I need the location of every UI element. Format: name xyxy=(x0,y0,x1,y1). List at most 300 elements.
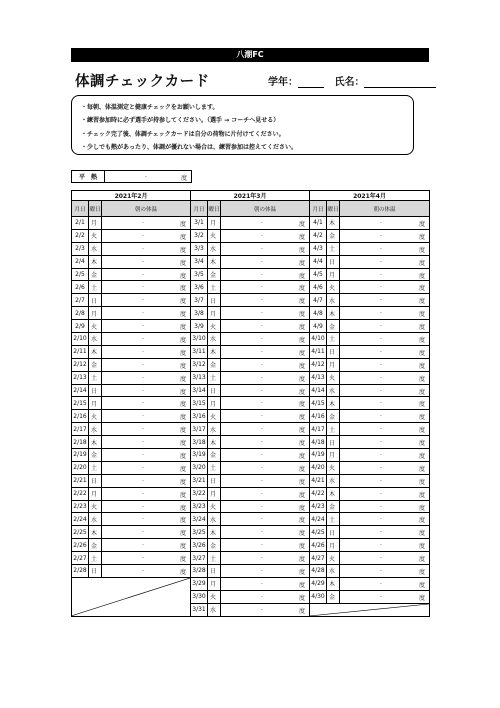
grade-label: 学年： xyxy=(268,77,298,88)
temp-unit: 度 xyxy=(419,272,426,280)
temp-dot: . xyxy=(142,566,144,574)
temp-field[interactable] xyxy=(221,423,310,436)
date-cell: 3/30 xyxy=(191,590,208,603)
temp-field[interactable] xyxy=(102,436,191,449)
date-cell: 2/15 xyxy=(72,397,89,410)
weekday-cell: 日 xyxy=(89,384,102,397)
temp-field[interactable] xyxy=(340,461,430,474)
temp-unit: 度 xyxy=(299,233,306,241)
temp-field[interactable] xyxy=(340,294,430,307)
temp-dot: . xyxy=(261,424,263,432)
weekday-cell: 水 xyxy=(327,294,340,307)
temp-unit: 度 xyxy=(419,246,426,254)
temp-field[interactable] xyxy=(340,474,430,487)
table-row xyxy=(191,307,310,320)
weekday-cell: 火 xyxy=(208,410,221,423)
temp-unit: 度 xyxy=(419,427,426,435)
temp-unit: 度 xyxy=(299,569,306,577)
temp-dot: . xyxy=(261,462,263,470)
temp-field[interactable] xyxy=(340,320,430,333)
date-cell: 3/2 xyxy=(191,229,208,242)
weekday-cell: 水 xyxy=(89,423,102,436)
weekday-cell: 土 xyxy=(208,371,221,384)
temp-unit: 度 xyxy=(299,221,306,228)
note-line: ・少しでも熱があったり、体調が優れない場合は、練習参加は控えてください。 xyxy=(81,144,297,152)
temp-unit: 度 xyxy=(299,414,306,422)
date-cell: 2/24 xyxy=(72,513,89,526)
temp-field[interactable] xyxy=(340,333,430,346)
temp-unit: 度 xyxy=(419,594,426,602)
date-cell: 2/20 xyxy=(72,461,89,474)
temp-field[interactable] xyxy=(221,281,310,294)
table-row xyxy=(191,217,310,230)
weekday-cell: 金 xyxy=(327,590,340,603)
weekday-cell: 月 xyxy=(89,217,102,230)
temp-dot: . xyxy=(380,346,382,354)
temp-field[interactable] xyxy=(102,320,191,333)
table-row xyxy=(72,345,191,358)
table-row xyxy=(191,552,310,565)
month-table xyxy=(71,190,191,617)
date-cell: 3/28 xyxy=(191,565,208,578)
temp-field[interactable] xyxy=(102,358,191,371)
temp-dot: . xyxy=(261,514,263,522)
temp-field[interactable] xyxy=(340,487,430,500)
temp-field[interactable] xyxy=(102,423,191,436)
temp-field[interactable] xyxy=(221,449,310,462)
temp-unit: 度 xyxy=(299,401,306,409)
date-cell: 2/13 xyxy=(72,371,89,384)
temp-unit: 度 xyxy=(299,246,306,254)
date-cell: 2/3 xyxy=(72,242,89,255)
table-row xyxy=(72,294,191,307)
temp-field[interactable] xyxy=(340,268,430,281)
weekday-cell: 土 xyxy=(208,281,221,294)
temp-field[interactable] xyxy=(221,242,310,255)
temp-field[interactable] xyxy=(221,410,310,423)
temp-dot: . xyxy=(261,282,263,290)
temp-dot: . xyxy=(380,488,382,496)
weekday-cell: 火 xyxy=(327,461,340,474)
temp-field[interactable] xyxy=(221,500,310,513)
date-header: 月日 xyxy=(191,201,208,217)
table-row xyxy=(310,590,430,603)
date-cell: 3/9 xyxy=(191,320,208,333)
temp-field[interactable] xyxy=(102,513,191,526)
temp-unit: 度 xyxy=(299,465,306,473)
temp-dot: . xyxy=(380,411,382,419)
temp-field[interactable] xyxy=(340,423,430,436)
date-cell: 3/27 xyxy=(191,552,208,565)
temp-dot: . xyxy=(380,566,382,574)
temp-field[interactable] xyxy=(221,474,310,487)
table-row xyxy=(72,217,191,230)
table-row xyxy=(310,410,430,423)
date-cell: 4/12 xyxy=(310,358,327,371)
weekday-cell: 水 xyxy=(208,513,221,526)
temp-field[interactable] xyxy=(221,358,310,371)
temp-dot: . xyxy=(142,295,144,303)
temp-field[interactable] xyxy=(340,281,430,294)
unused-cell xyxy=(310,603,430,616)
temp-field[interactable] xyxy=(221,436,310,449)
temp-field[interactable] xyxy=(102,281,191,294)
date-cell: 3/21 xyxy=(191,474,208,487)
weekday-cell: 月 xyxy=(327,449,340,462)
average-temp-label: 平 熱 xyxy=(72,171,105,183)
unused-cell xyxy=(72,577,191,616)
temp-field[interactable] xyxy=(221,294,310,307)
temp-field[interactable] xyxy=(102,397,191,410)
date-cell: 3/26 xyxy=(191,539,208,552)
temp-field[interactable] xyxy=(102,371,191,384)
temp-field[interactable] xyxy=(221,345,310,358)
temp-dot: . xyxy=(142,411,144,419)
temp-field[interactable] xyxy=(340,217,430,230)
temp-unit: 度 xyxy=(180,491,187,499)
table-row xyxy=(191,345,310,358)
table-row xyxy=(72,268,191,281)
table-row xyxy=(310,371,430,384)
temp-field[interactable] xyxy=(221,333,310,346)
temp-dot: . xyxy=(261,398,263,406)
note-line: ・練習参加時に必ず選手が持参してください。（選手 → コーチへ見せる） xyxy=(81,117,280,125)
temp-field[interactable] xyxy=(221,397,310,410)
date-cell: 2/8 xyxy=(72,307,89,320)
temp-field[interactable] xyxy=(221,217,310,230)
table-row xyxy=(191,461,310,474)
temp-field[interactable] xyxy=(340,410,430,423)
weekday-cell: 日 xyxy=(89,565,102,578)
table-row xyxy=(191,333,310,346)
temp-field[interactable] xyxy=(102,449,191,462)
table-row xyxy=(191,268,310,281)
date-cell: 4/6 xyxy=(310,281,327,294)
weekday-header: 曜日 xyxy=(208,201,221,217)
temp-unit: 度 xyxy=(299,504,306,512)
weekday-cell: 土 xyxy=(327,242,340,255)
weekday-cell: 土 xyxy=(327,423,340,436)
temp-dot: . xyxy=(142,334,144,342)
date-cell: 3/17 xyxy=(191,423,208,436)
name-label: 氏名： xyxy=(334,77,365,88)
table-row xyxy=(310,384,430,397)
temp-dot: . xyxy=(261,591,263,599)
temp-dot: . xyxy=(380,437,382,445)
temp-field[interactable] xyxy=(102,384,191,397)
weekday-cell: 金 xyxy=(208,449,221,462)
temp-unit: 度 xyxy=(180,427,187,435)
weekday-header: 曜日 xyxy=(89,201,102,217)
weekday-cell: 火 xyxy=(89,410,102,423)
temp-field[interactable] xyxy=(102,474,191,487)
temp-dot: . xyxy=(261,437,263,445)
temp-field[interactable] xyxy=(340,436,430,449)
grade-field[interactable] xyxy=(298,78,324,88)
temp-unit: 度 xyxy=(299,337,306,345)
temp-field[interactable] xyxy=(102,526,191,539)
temp-dot: . xyxy=(380,230,382,238)
table-row xyxy=(191,358,310,371)
temp-unit: 度 xyxy=(419,491,426,499)
table-row xyxy=(191,423,310,436)
temp-field[interactable] xyxy=(221,487,310,500)
temp-unit: 度 xyxy=(419,453,426,461)
temp-field[interactable] xyxy=(340,565,430,578)
temp-header: 朝の体温 xyxy=(340,201,430,217)
date-cell: 3/1 xyxy=(191,217,208,230)
temp-unit: 度 xyxy=(419,311,426,319)
table-row xyxy=(310,242,430,255)
temp-unit: 度 xyxy=(180,375,187,383)
temp-dot: . xyxy=(142,218,144,225)
temp-field[interactable] xyxy=(102,255,191,268)
temp-field[interactable] xyxy=(221,513,310,526)
temp-field[interactable] xyxy=(102,333,191,346)
temp-unit: 度 xyxy=(299,311,306,319)
temp-field[interactable] xyxy=(340,513,430,526)
temp-dot: . xyxy=(380,527,382,535)
temp-unit: 度 xyxy=(299,440,306,448)
temp-unit: 度 xyxy=(299,388,306,396)
weekday-cell: 木 xyxy=(327,487,340,500)
temp-unit: 度 xyxy=(419,517,426,525)
table-row xyxy=(310,539,430,552)
temp-field[interactable] xyxy=(340,577,430,590)
temp-unit: 度 xyxy=(299,491,306,499)
temp-field[interactable] xyxy=(102,268,191,281)
temp-field[interactable] xyxy=(102,345,191,358)
table-row xyxy=(72,255,191,268)
weekday-cell: 火 xyxy=(89,320,102,333)
unused-strike xyxy=(72,578,190,616)
temp-field[interactable] xyxy=(221,384,310,397)
temp-dot: . xyxy=(261,527,263,535)
temp-field[interactable] xyxy=(340,449,430,462)
date-cell: 4/13 xyxy=(310,371,327,384)
date-cell: 4/1 xyxy=(310,217,327,230)
temp-unit: 度 xyxy=(299,581,306,589)
temp-dot: . xyxy=(142,346,144,354)
table-row xyxy=(191,229,310,242)
temp-field[interactable] xyxy=(102,217,191,230)
temp-field[interactable] xyxy=(221,565,310,578)
temp-field[interactable] xyxy=(340,552,430,565)
temp-unit: 度 xyxy=(180,388,187,396)
temp-unit: 度 xyxy=(299,272,306,280)
temp-dot: . xyxy=(142,385,144,393)
date-cell: 4/14 xyxy=(310,384,327,397)
temp-field[interactable] xyxy=(221,255,310,268)
weekday-cell: 火 xyxy=(208,590,221,603)
weekday-cell: 月 xyxy=(89,307,102,320)
temp-field[interactable] xyxy=(340,242,430,255)
temp-dot: . xyxy=(142,321,144,329)
temp-field[interactable] xyxy=(340,371,430,384)
table-row xyxy=(72,242,191,255)
temp-field[interactable] xyxy=(340,526,430,539)
month-table xyxy=(190,190,310,617)
date-cell: 4/29 xyxy=(310,577,327,590)
temp-dot: . xyxy=(142,282,144,290)
table-row xyxy=(72,500,191,513)
date-cell: 2/17 xyxy=(72,423,89,436)
temp-field[interactable] xyxy=(102,552,191,565)
temp-field[interactable] xyxy=(340,500,430,513)
weekday-cell: 日 xyxy=(208,474,221,487)
date-cell: 3/22 xyxy=(191,487,208,500)
temp-field[interactable] xyxy=(221,590,310,603)
date-cell: 3/7 xyxy=(191,294,208,307)
table-row xyxy=(310,229,430,242)
date-cell: 2/27 xyxy=(72,552,89,565)
temp-field[interactable] xyxy=(340,397,430,410)
temp-unit: 度 xyxy=(419,465,426,473)
temp-field[interactable] xyxy=(221,577,310,590)
weekday-cell: 木 xyxy=(327,397,340,410)
weekday-cell: 月 xyxy=(89,397,102,410)
date-cell: 2/9 xyxy=(72,320,89,333)
date-cell: 4/17 xyxy=(310,423,327,436)
weekday-cell: 木 xyxy=(208,255,221,268)
temp-field[interactable] xyxy=(102,242,191,255)
temp-field[interactable] xyxy=(102,565,191,578)
weekday-cell: 土 xyxy=(327,513,340,526)
weekday-cell: 月 xyxy=(208,577,221,590)
temp-dot: . xyxy=(261,566,263,574)
temp-field[interactable] xyxy=(221,526,310,539)
weekday-cell: 月 xyxy=(208,487,221,500)
temp-unit: 度 xyxy=(180,233,187,241)
temp-field[interactable] xyxy=(102,294,191,307)
temp-header: 朝の体温 xyxy=(221,201,310,217)
date-cell: 4/10 xyxy=(310,333,327,346)
temp-field[interactable] xyxy=(102,229,191,242)
temp-field[interactable] xyxy=(102,487,191,500)
table-row xyxy=(191,397,310,410)
note-line: ・チェック完了後、体調チェックカードは自分の荷物に片付けてください。 xyxy=(81,130,285,138)
weekday-cell: 日 xyxy=(208,294,221,307)
date-cell: 3/8 xyxy=(191,307,208,320)
temp-field[interactable] xyxy=(221,461,310,474)
temp-field[interactable] xyxy=(102,500,191,513)
temp-dot: . xyxy=(380,243,382,251)
instructions-box xyxy=(71,95,414,155)
weekday-header: 曜日 xyxy=(327,201,340,217)
temp-field[interactable] xyxy=(102,539,191,552)
temp-field[interactable] xyxy=(340,229,430,242)
temp-field[interactable] xyxy=(340,345,430,358)
temp-dot: . xyxy=(142,514,144,522)
average-temp-field[interactable] xyxy=(105,171,192,183)
temp-field[interactable] xyxy=(102,461,191,474)
table-row xyxy=(310,333,430,346)
temp-dot: . xyxy=(380,321,382,329)
student-fields xyxy=(268,73,436,88)
temp-unit: 度 xyxy=(419,556,426,564)
average-temp-table xyxy=(71,170,192,183)
temp-dot: . xyxy=(261,385,263,393)
date-cell: 4/3 xyxy=(310,242,327,255)
weekday-cell: 水 xyxy=(208,603,221,616)
temp-dot: . xyxy=(142,359,144,367)
table-row xyxy=(191,539,310,552)
temp-dot: . xyxy=(261,553,263,561)
table-row xyxy=(72,307,191,320)
date-cell: 2/12 xyxy=(72,358,89,371)
date-cell: 3/15 xyxy=(191,397,208,410)
temp-unit: 度 xyxy=(180,298,187,306)
temp-unit: 度 xyxy=(180,517,187,525)
date-cell: 4/15 xyxy=(310,397,327,410)
date-cell: 4/20 xyxy=(310,461,327,474)
date-cell: 4/11 xyxy=(310,345,327,358)
temp-field[interactable] xyxy=(221,603,310,616)
temp-field[interactable] xyxy=(340,539,430,552)
temp-dot: . xyxy=(142,398,144,406)
table-row xyxy=(310,345,430,358)
temp-dot: . xyxy=(142,243,144,251)
temp-dot: . xyxy=(380,514,382,522)
temp-dot: . xyxy=(380,359,382,367)
table-row xyxy=(72,333,191,346)
temp-field[interactable] xyxy=(221,371,310,384)
temp-field[interactable] xyxy=(221,552,310,565)
table-row xyxy=(191,371,310,384)
temp-field[interactable] xyxy=(221,268,310,281)
table-row xyxy=(191,242,310,255)
temp-unit: 度 xyxy=(419,349,426,357)
temp-unit: 度 xyxy=(419,324,426,332)
temp-dot: . xyxy=(142,501,144,509)
temp-field[interactable] xyxy=(221,229,310,242)
table-row xyxy=(310,255,430,268)
table-row xyxy=(310,461,430,474)
temp-field[interactable] xyxy=(221,307,310,320)
name-field[interactable] xyxy=(364,78,436,88)
temp-field[interactable] xyxy=(340,358,430,371)
temp-field[interactable] xyxy=(221,539,310,552)
date-cell: 2/22 xyxy=(72,487,89,500)
temp-unit: 度 xyxy=(419,504,426,512)
average-temp-unit: 度 xyxy=(180,175,187,182)
temp-dot: . xyxy=(142,553,144,561)
temp-field[interactable] xyxy=(102,410,191,423)
temp-field[interactable] xyxy=(340,255,430,268)
date-cell: 4/22 xyxy=(310,487,327,500)
temp-field[interactable] xyxy=(340,307,430,320)
date-cell: 2/4 xyxy=(72,255,89,268)
weekday-cell: 金 xyxy=(208,539,221,552)
temp-dot: . xyxy=(142,437,144,445)
table-row xyxy=(191,565,310,578)
weekday-cell: 水 xyxy=(208,423,221,436)
temp-unit: 度 xyxy=(180,349,187,357)
weekday-cell: 土 xyxy=(327,333,340,346)
temp-field[interactable] xyxy=(340,384,430,397)
temp-dot: . xyxy=(142,230,144,238)
temp-dot: . xyxy=(380,282,382,290)
temp-field[interactable] xyxy=(340,590,430,603)
temp-field[interactable] xyxy=(221,320,310,333)
temp-dot: . xyxy=(261,334,263,342)
temp-unit: 度 xyxy=(180,530,187,538)
temp-unit: 度 xyxy=(180,504,187,512)
table-row xyxy=(310,474,430,487)
table-row xyxy=(310,281,430,294)
temp-field[interactable] xyxy=(102,307,191,320)
temp-dot: . xyxy=(261,604,263,612)
